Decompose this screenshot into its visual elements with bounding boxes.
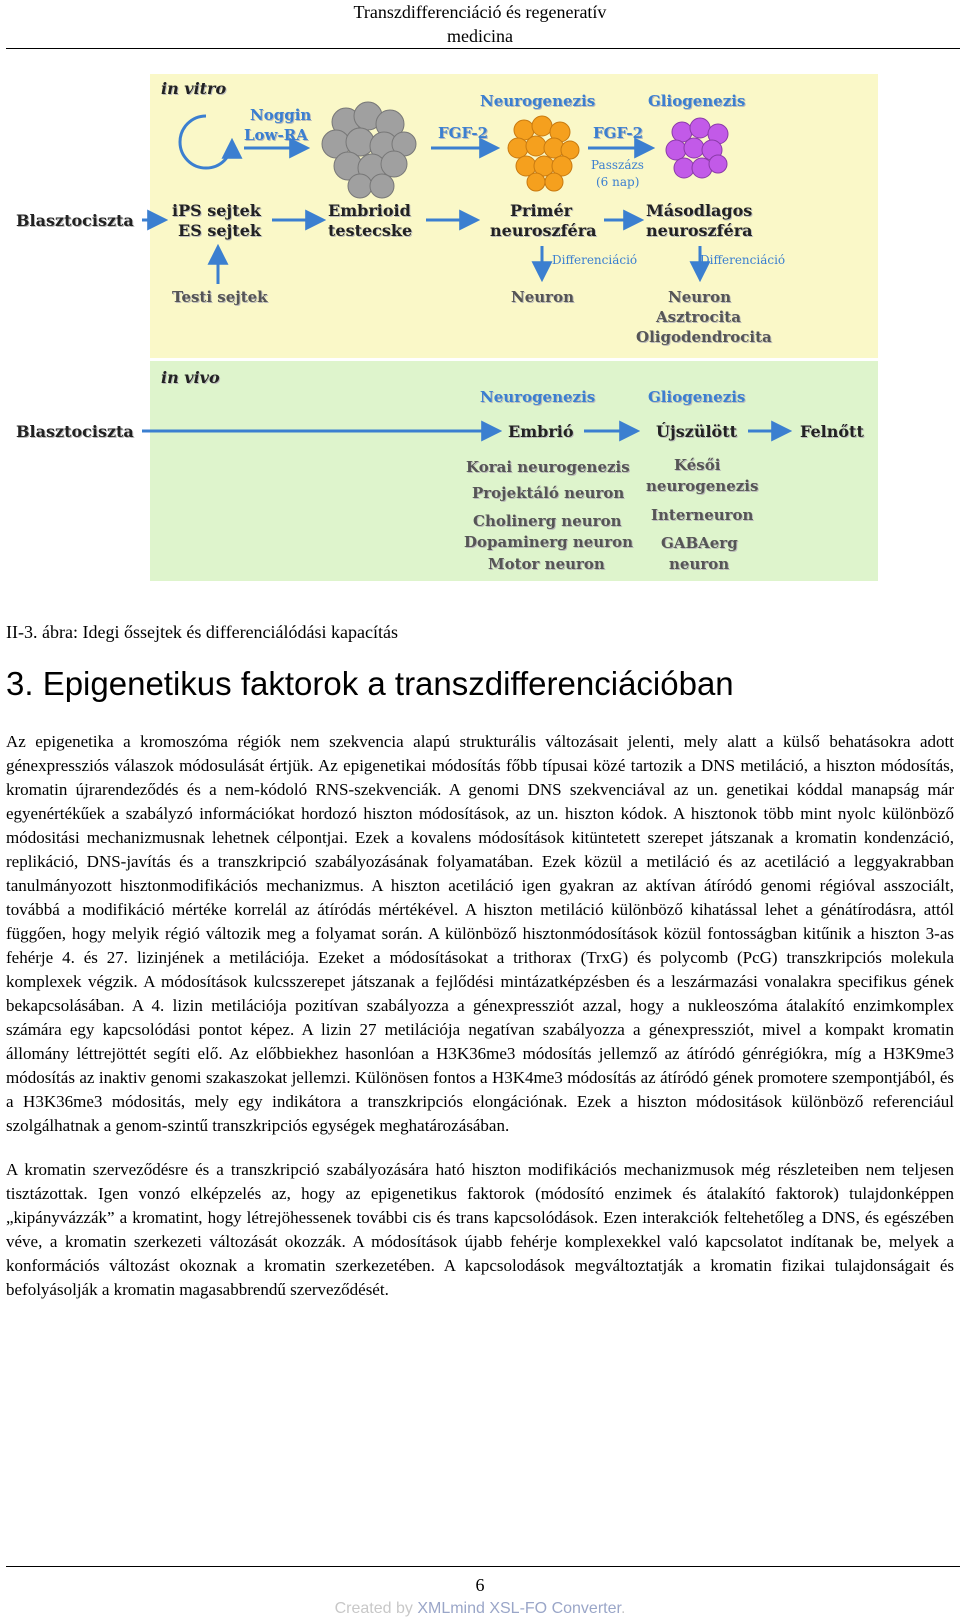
passzazs-text: Passzázs	[591, 158, 644, 172]
korai-neurogenezis-text: Korai neurogenezis	[466, 458, 630, 476]
neurogenezis-text-1: Neurogenezis	[480, 92, 596, 110]
neurogenezis-text-2: Neurogenezis	[480, 388, 596, 406]
oligodendrocita-text: Oligodendrocita	[636, 328, 772, 346]
gliogenezis-text-1: Gliogenezis	[648, 92, 746, 110]
stem-cell-figure	[6, 74, 908, 600]
cholinerg-neuron-text: Cholinerg neuron	[473, 512, 622, 530]
fgf2-text-2: FGF-2	[593, 124, 644, 142]
neuron-text-2: Neuron	[668, 288, 731, 306]
figure-caption: II-3. ábra: Idegi őssejtek és differenciálódási kapacítás	[6, 622, 399, 642]
motor-neuron-text: Motor neuron	[488, 555, 605, 573]
invivo-label: in vivo	[161, 368, 220, 387]
invitro-label: in vitro	[161, 79, 227, 98]
credit-line	[0, 1600, 960, 1618]
embrioid-text: Embrioid	[328, 201, 411, 220]
masodlagos-neuroszfera-text: neuroszféra	[646, 221, 753, 240]
fgf2-text-1: FGF-2	[438, 124, 489, 142]
kesoi-text: Késői	[674, 456, 721, 474]
felnott-text: Felnőtt	[800, 422, 864, 441]
six-nap-text: (6 nap)	[596, 175, 640, 189]
asztrocita-text: Asztrocita	[656, 308, 741, 326]
primer-text: Primér	[510, 201, 573, 220]
kesoi-neurogenezis-text: neurogenezis	[646, 477, 759, 495]
testecske-text: testecske	[328, 221, 413, 240]
body-text	[6, 730, 954, 1322]
projektalo-neuron-text: Projektáló neuron	[472, 484, 625, 502]
low-ra-text: Low-RA	[244, 126, 308, 144]
interneuron-text: Interneuron	[651, 506, 754, 524]
gabaerg-text: GABAerg	[661, 534, 738, 552]
credit-prefix: Created by	[334, 1600, 418, 1617]
blasztociszta-text-1: Blasztociszta	[16, 211, 134, 230]
embrio-text: Embrió	[508, 422, 574, 441]
diff-text-2: Differenciáció	[700, 253, 786, 267]
es-text: ES sejtek	[178, 221, 261, 240]
neuron-text-1: Neuron	[511, 288, 574, 306]
credit-suffix: .	[620, 1600, 626, 1617]
credit-link[interactable]: XMLmind XSL-FO Converter	[417, 1600, 621, 1617]
paragraph-2: A kromatin szerveződésre és a transzkripció szabályozására ható hiszton modifikációs mechanizmusok még részleteiben nem teljesen tisztázottak. Igen vonzó elképzelés az, hogy az epigenetikus faktorok (módosító enzimek és átalakító faktorok) tulajdonképpen „kipányvázzák” a kromatint, hogy létrejöhessenek további cis és trans kapcsolódások. Ezen interakciók feltehetőleg a DNS, és egészében véve, a kromatin szerkezeti változását okozzák. A módosítások újabb fehérje komplexekkel való kapcsolatot indítanak be, melyek a konformációs változást okoznak a kromatin szerkezetében. A kapcsolodások megváltoztatják a kromatin fizikai tulajdonságait és befolyásolják a kromatin magasabbrendű szerveződését.	[6, 1160, 954, 1299]
ips-text: iPS sejtek	[172, 201, 261, 220]
footer-rule	[6, 1566, 960, 1567]
page-header	[0, 0, 960, 50]
gabaerg-neuron-text: neuron	[669, 555, 730, 573]
gliogenezis-text-2: Gliogenezis	[648, 388, 746, 406]
header-rule	[6, 48, 960, 49]
noggin-text: Noggin	[250, 106, 312, 124]
secondary-sphere-cells	[666, 118, 728, 178]
testi-sejtek-text: Testi sejtek	[172, 288, 268, 306]
header-title: Transzdifferenciáció és regeneratív medicina	[353, 2, 607, 46]
section-title: 3. Epigenetikus faktorok a transzdifferenciációban	[6, 665, 734, 702]
blasztociszta-text-2: Blasztociszta	[16, 422, 134, 441]
paragraph-1: Az epigenetika a kromoszóma régiók nem szekvencia alapú strukturális változásait jelenti, mely alatt a külső behatásokra adott génexpressziós válaszok módosulását értjük. Az epigenetikai módosítás főbb típusai közé tartozik a DNS metiláció, a hiszton módosítás, kromatin újrarendeződés és a nem-kódoló RNS-szekvenciák. A genomi DNS szekvenciával az un. genetikai kóddal manapság már egyenértékűek a szabályzó információkat hordozó hiszton módosítások, az un. hiszton kódok. A hisztonok több mint nyolc különböző módositási mechanizmusnak lehetnek célpontjai. Ezek a kovalens módosítások kitüntetett szerepet játszanak a kromatin kondenzáció, replikáció, DNS-javítás és a transzkripció szabályozásának folyamatában. Ezek közül a metiláció és az acetiláció a leggyakrabban tanulmányozott hisztonmodifikációs mechanizmus. A hiszton acetiláció igen gyakran az aktívan átíródó genomi régióval asszociált, továbbá a modifikáció mértéke korrelál az átíródás mértékével. A hiszton metiláció különböző kihatással lehet a génátírodásra, attól függően, hogy melyik régió változik meg a folyamat során. A különböző hisztonmódosítások közül fontosságban kitűnik a hiszton 3-as fehérje 4. és 27. lizinjének a metilációja. Ezeket a módosításokat a trithorax (TrxG) és polycomb (PcG) transzkripciós molekula komplexek végzik. A módosítások kulcsszerepet játszanak a fejlődési mintázatképzésben és a leszármazási vonalakra specifikus gének bekapcsolásában. A 4. lizin metilációja pozitívan szabályozza a génexpressziót azzal, hogy a nukleoszóma átalakító enzimkomplex számára egy kapcsolódási pontot képez. A lizin 27 metilációja negatívan szabályozza a génexpressziót, mivel a kompakt kromatin állomány léttrejöttét segíti elő. Az előbbiekhez hasonlóan a H3K36me3 módosítás jellemző az átíródó génrégiókra, míg a H3K9me3 módosítás az inaktiv genomi szakaszokat jellemzi. Különösen fontos a H3K4me3 módosítás az átíródó gének promotere szempontjából, és a H3K36me3 módositás, mely egy indikátora a transzkripciós elongációnak. Ezek a hiszton módositások különböző referenciául szolgálhatnak a genom-szintű transzkripciós egységek meghatározásában.	[6, 732, 954, 1135]
ujszulott-text: Újszülött	[656, 422, 737, 441]
dopaminerg-neuron-text: Dopaminerg neuron	[464, 533, 634, 551]
page-number: 6	[475, 1575, 485, 1595]
primer-neuroszfera-text: neuroszféra	[490, 221, 597, 240]
diff-text-1: Differenciáció	[552, 253, 638, 267]
masodlagos-text: Másodlagos	[646, 201, 753, 220]
